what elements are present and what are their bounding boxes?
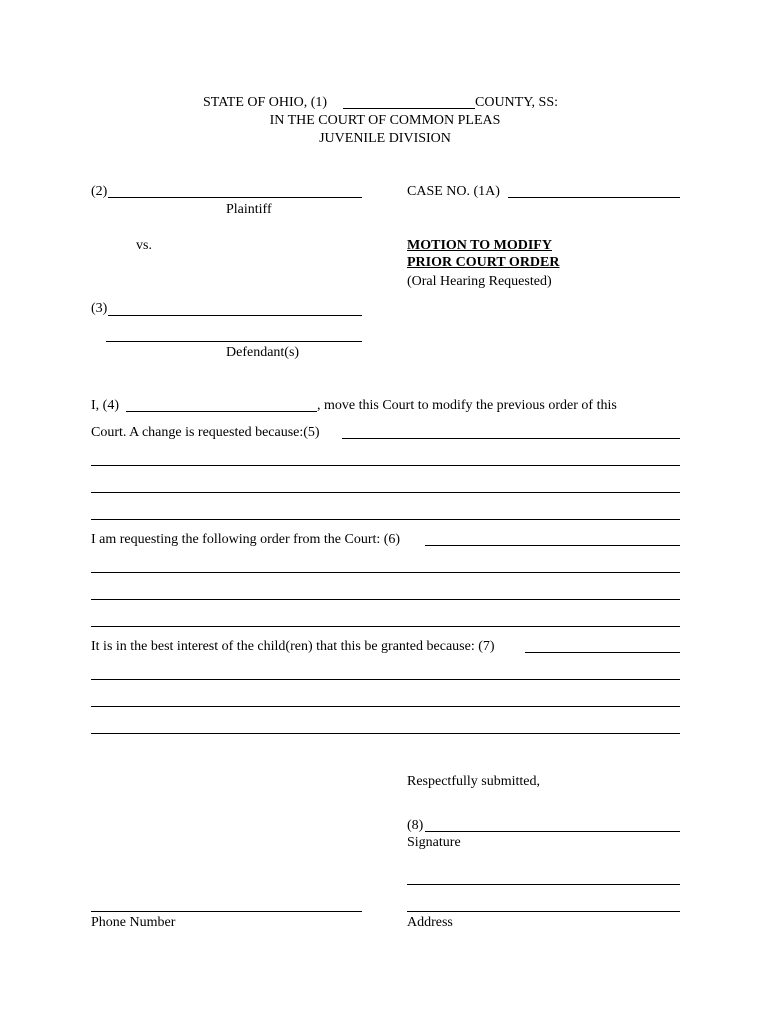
signature-number: (8) [407,818,424,833]
header-state-of-ohio: STATE OF OHIO, (1) [203,95,328,110]
movant-name-field[interactable] [126,411,317,412]
best-interest-label: It is in the best interest of the child(ren) that this be granted because: (7) [91,639,495,654]
respectfully-submitted: Respectfully submitted, [407,774,540,789]
case-no-field[interactable] [508,197,680,198]
plaintiff-label: Plaintiff [226,202,272,217]
best-interest-field[interactable] [525,652,680,653]
defendant-label: Defendant(s) [226,345,300,360]
versus-label: vs. [136,238,152,253]
change-reason-field[interactable] [342,438,680,439]
signature-label: Signature [407,835,461,850]
change-reason-label: Court. A change is requested because:(5) [91,425,320,440]
county-field[interactable] [343,108,475,109]
defendant-number: (3) [91,301,108,316]
best-interest-line-2[interactable] [91,679,680,680]
change-reason-line-4[interactable] [91,519,680,520]
order-requested-field[interactable] [425,545,680,546]
change-reason-line-3[interactable] [91,492,680,493]
motion-title-line2: PRIOR COURT ORDER [407,255,560,270]
header-court-name: IN THE COURT OF COMMON PLEAS [269,113,501,128]
plaintiff-number: (2) [91,184,108,199]
best-interest-line-3[interactable] [91,706,680,707]
oral-hearing-note: (Oral Hearing Requested) [407,274,552,289]
address-field-line-1[interactable] [407,884,680,885]
header-division: JUVENILE DIVISION [319,131,451,146]
signature-field[interactable] [425,831,680,832]
movant-suffix: , move this Court to modify the previous order of this [317,398,617,413]
phone-number-label: Phone Number [91,915,176,930]
order-requested-label: I am requesting the following order from the Court: (6) [91,532,401,547]
order-requested-line-4[interactable] [91,626,680,627]
header-county-ss: COUNTY, SS: [475,95,558,110]
defendant-name-field-2[interactable] [106,341,362,342]
order-requested-line-3[interactable] [91,599,680,600]
best-interest-line-4[interactable] [91,733,680,734]
case-no-label: CASE NO. (1A) [407,184,500,199]
movant-prefix: I, (4) [91,398,119,413]
address-field-line-2[interactable] [407,911,680,912]
phone-number-field[interactable] [91,911,362,912]
defendant-name-field[interactable] [108,315,362,316]
plaintiff-name-field[interactable] [108,197,362,198]
motion-title-line1: MOTION TO MODIFY [407,238,552,253]
order-requested-line-2[interactable] [91,572,680,573]
change-reason-line-2[interactable] [91,465,680,466]
address-label: Address [407,915,453,930]
